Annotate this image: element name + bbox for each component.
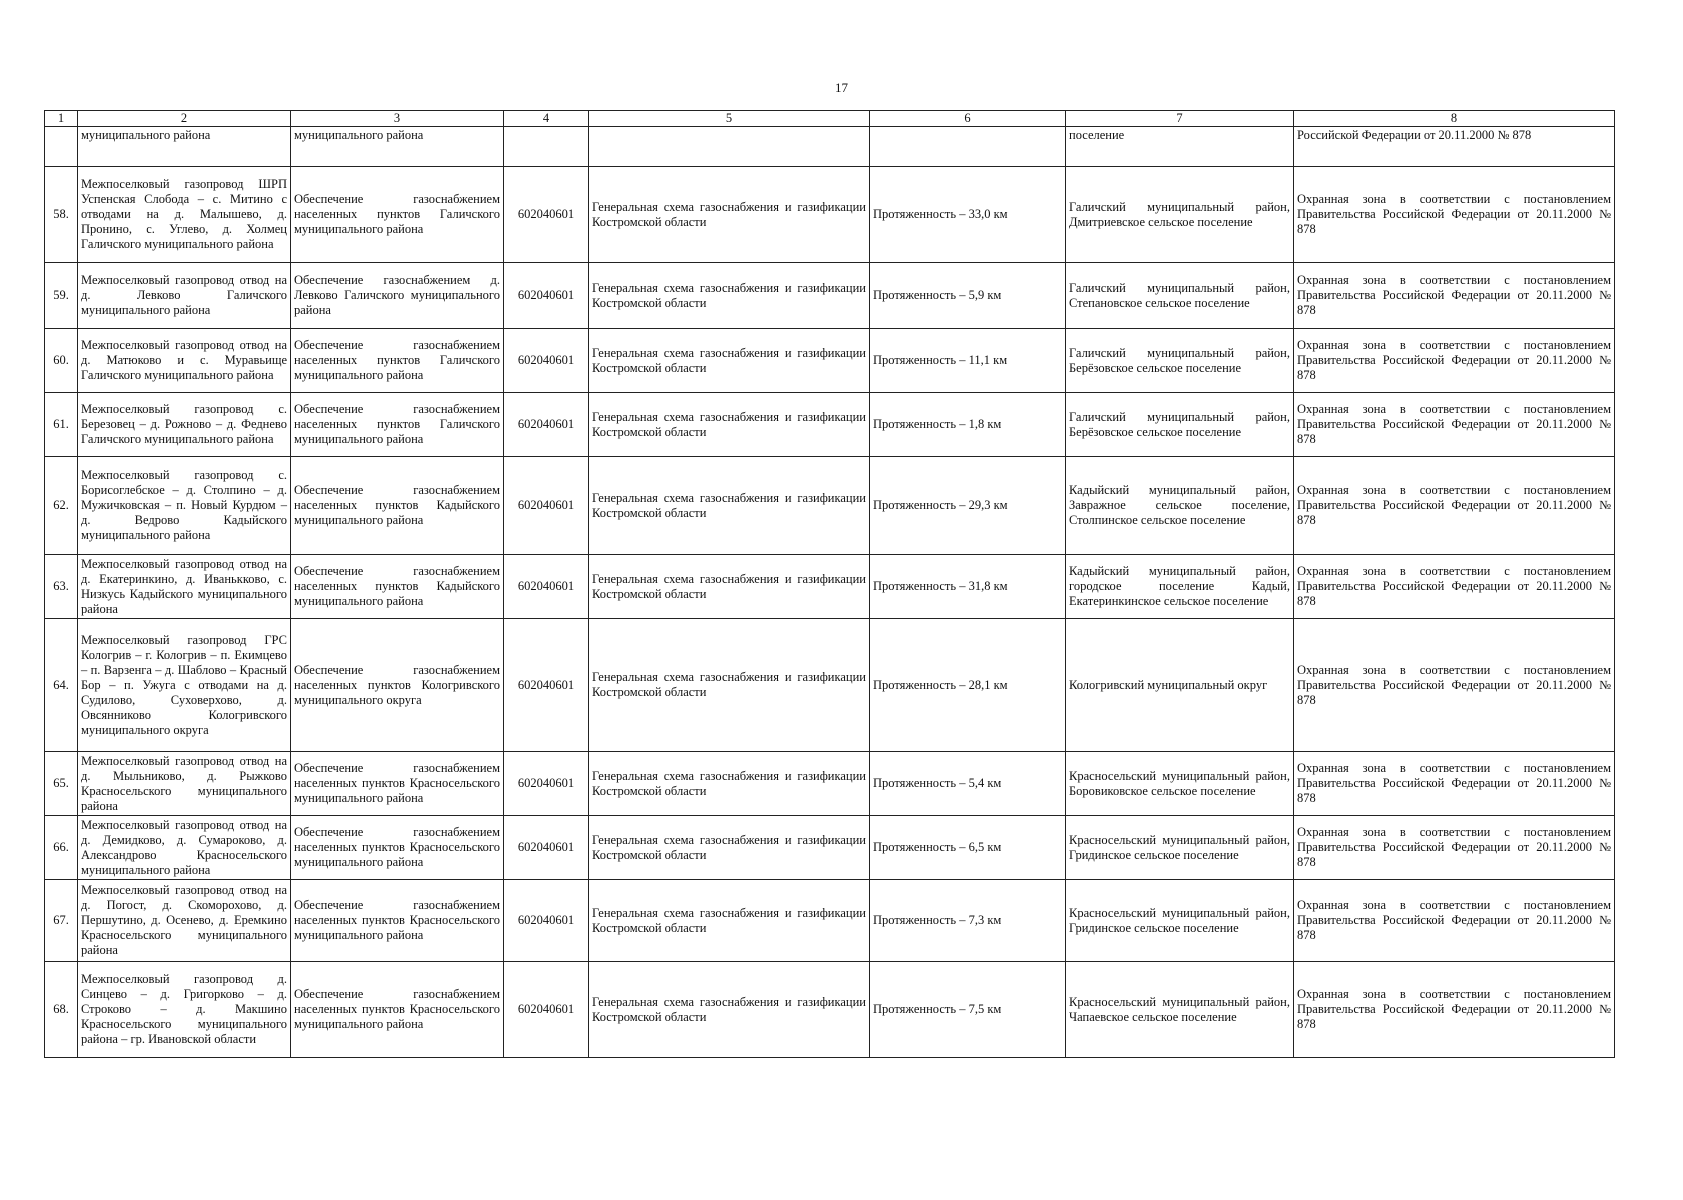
cell-purpose: Обеспечение газоснабжением населенных пунктов Галичского муниципального района [291,329,504,393]
column-header: 1 [45,111,78,127]
cell-length: Протяженность – 5,9 км [870,263,1066,329]
cell-purpose: Обеспечение газоснабжением населенных пунктов Красносельского муниципального района [291,816,504,880]
cell-basis: Генеральная схема газоснабжения и газификации Костромской области [589,619,870,752]
continuation-row [45,127,1615,167]
cell-purpose: Обеспечение газоснабжением населенных пунктов Кадыйского муниципального района [291,457,504,555]
cell-object: Межпоселковый газопровод ГРС Кологрив – г. Кологрив – п. Екимцево – п. Варзенга – д. Шаблово – Красный Бор – п. Ужуга с отводами на д. Судилово, Суховерхово, д. Овсянниково Кологривского муниципального округа [78,619,291,752]
cell-length: Протяженность – 6,5 км [870,816,1066,880]
cell-basis: Генеральная схема газоснабжения и газификации Костромской области [589,329,870,393]
cell-length: Протяженность – 5,4 км [870,752,1066,816]
cell-zone: Охранная зона в соответствии с постановлением Правительства Российской Федерации от 20.11.2000 № 878 [1294,457,1615,555]
table-row [45,457,1615,555]
cell-object: Межпоселковый газопровод отвод на д. Мыльниково, д. Рыжково Красносельского муниципального района [78,752,291,816]
cell-num: 68. [45,962,78,1058]
cell-code: 602040601 [504,880,589,962]
cell-zone: Охранная зона в соответствии с постановлением Правительства Российской Федерации от 20.11.2000 № 878 [1294,329,1615,393]
cell-zone: Охранная зона в соответствии с постановлением Правительства Российской Федерации от 20.11.2000 № 878 [1294,555,1615,619]
page-number: 17 [835,80,848,95]
cell-object: Межпоселковый газопровод отвод на д. Матюково и с. Муравьище Галичского муниципального района [78,329,291,393]
table-row [45,816,1615,880]
cell-num: 67. [45,880,78,962]
cell-length: Протяженность – 1,8 км [870,393,1066,457]
cell-num: 66. [45,816,78,880]
cell-code: 602040601 [504,619,589,752]
cell-num: 60. [45,329,78,393]
cell-location: Галичский муниципальный район, Степановское сельское поселение [1066,263,1294,329]
cell-object: Межпоселковый газопровод с. Березовец – д. Рожново – д. Феднево Галичского муниципального района [78,393,291,457]
table-row [45,880,1615,962]
header-row [45,111,1615,127]
cell-zone: Охранная зона в соответствии с постановлением Правительства Российской Федерации от 20.11.2000 № 878 [1294,962,1615,1058]
column-header: 8 [1294,111,1615,127]
cell-length: Протяженность – 31,8 км [870,555,1066,619]
cell-num: 63. [45,555,78,619]
cell-location: Галичский муниципальный район, Берёзовское сельское поселение [1066,329,1294,393]
cell-length: Протяженность – 33,0 км [870,167,1066,263]
cell-zone: Охранная зона в соответствии с постановлением Правительства Российской Федерации от 20.11.2000 № 878 [1294,880,1615,962]
table-row [45,329,1615,393]
cell-location: Красносельский муниципальный район, Гридинское сельское поселение [1066,880,1294,962]
cell-code [504,127,589,167]
cell-code: 602040601 [504,167,589,263]
cell-location: Галичский муниципальный район, Дмитриевское сельское поселение [1066,167,1294,263]
table-row [45,555,1615,619]
cell-length: Протяженность – 7,3 км [870,880,1066,962]
cell-purpose: Обеспечение газоснабжением населенных пунктов Красносельского муниципального района [291,752,504,816]
cell-basis: Генеральная схема газоснабжения и газификации Костромской области [589,816,870,880]
column-header: 3 [291,111,504,127]
cell-zone: Охранная зона в соответствии с постановлением Правительства Российской Федерации от 20.11.2000 № 878 [1294,752,1615,816]
cell-location: Галичский муниципальный район, Берёзовское сельское поселение [1066,393,1294,457]
cell-length: Протяженность – 11,1 км [870,329,1066,393]
cell-code: 602040601 [504,457,589,555]
cell-location: Кадыйский муниципальный район, городское поселение Кадый, Екатеринкинское сельское поселение [1066,555,1294,619]
cell-basis: Генеральная схема газоснабжения и газификации Костромской области [589,752,870,816]
cell-object: Межпоселковый газопровод ШРП Успенская Слобода – с. Митино с отводами на д. Малышево, д. Пронино, с. Углево, д. Холмец Галичского муниципального района [78,167,291,263]
cell-object: Межпоселковый газопровод отвод на д. Левково Галичского муниципального района [78,263,291,329]
column-header: 2 [78,111,291,127]
cell-num: 62. [45,457,78,555]
cell-purpose: Обеспечение газоснабжением д. Левково Галичского муниципального района [291,263,504,329]
cell-code: 602040601 [504,816,589,880]
cell-zone: Охранная зона в соответствии с постановлением Правительства Российской Федерации от 20.11.2000 № 878 [1294,263,1615,329]
cell-location: поселение [1066,127,1294,167]
cell-purpose: Обеспечение газоснабжением населенных пунктов Галичского муниципального района [291,167,504,263]
cell-basis [589,127,870,167]
cell-object: Межпоселковый газопровод отвод на д. Екатеринкино, д. Иванькково, с. Низкусь Кадыйского муниципального района [78,555,291,619]
table-row [45,619,1615,752]
cell-basis: Генеральная схема газоснабжения и газификации Костромской области [589,167,870,263]
cell-basis: Генеральная схема газоснабжения и газификации Костромской области [589,393,870,457]
cell-length: Протяженность – 28,1 км [870,619,1066,752]
cell-code: 602040601 [504,393,589,457]
cell-zone: Российской Федерации от 20.11.2000 № 878 [1294,127,1615,167]
cell-purpose: Обеспечение газоснабжением населенных пунктов Красносельского муниципального района [291,880,504,962]
table-row [45,752,1615,816]
cell-code: 602040601 [504,263,589,329]
cell-length: Протяженность – 7,5 км [870,962,1066,1058]
cell-basis: Генеральная схема газоснабжения и газификации Костромской области [589,555,870,619]
cell-purpose: Обеспечение газоснабжением населенных пунктов Красносельского муниципального района [291,962,504,1058]
cell-num: 61. [45,393,78,457]
cell-purpose: Обеспечение газоснабжением населенных пунктов Кадыйского муниципального района [291,555,504,619]
cell-num: 64. [45,619,78,752]
table-row [45,393,1615,457]
cell-code: 602040601 [504,555,589,619]
cell-zone: Охранная зона в соответствии с постановлением Правительства Российской Федерации от 20.11.2000 № 878 [1294,619,1615,752]
cell-code: 602040601 [504,752,589,816]
column-header: 7 [1066,111,1294,127]
cell-object: муниципального района [78,127,291,167]
cell-code: 602040601 [504,329,589,393]
cell-location: Кадыйский муниципальный район, Завражное сельское поселение, Столпинское сельское поселение [1066,457,1294,555]
cell-location: Красносельский муниципальный район, Чапаевское сельское поселение [1066,962,1294,1058]
table-row [45,167,1615,263]
cell-location: Красносельский муниципальный район, Гридинское сельское поселение [1066,816,1294,880]
column-header: 6 [870,111,1066,127]
document-table [44,110,1615,1058]
cell-code: 602040601 [504,962,589,1058]
table-row [45,962,1615,1058]
cell-purpose: муниципального района [291,127,504,167]
cell-object: Межпоселковый газопровод д. Синцево – д. Григорково – д. Строково – д. Макшино Красносельского муниципального района – гр. Ивановской области [78,962,291,1058]
cell-num [45,127,78,167]
cell-purpose: Обеспечение газоснабжением населенных пунктов Кологривского муниципального округа [291,619,504,752]
cell-location: Красносельский муниципальный район, Боровиковское сельское поселение [1066,752,1294,816]
cell-object: Межпоселковый газопровод с. Борисоглебское – д. Столпино – д. Мужичковская – п. Новый Курдюм – д. Ведрово Кадыйского муниципального района [78,457,291,555]
column-header: 4 [504,111,589,127]
cell-length: Протяженность – 29,3 км [870,457,1066,555]
cell-length [870,127,1066,167]
column-header: 5 [589,111,870,127]
cell-object: Межпоселковый газопровод отвод на д. Демидково, д. Сумароково, д. Александрово Красносельского муниципального района [78,816,291,880]
cell-location: Кологривский муниципальный округ [1066,619,1294,752]
cell-basis: Генеральная схема газоснабжения и газификации Костромской области [589,263,870,329]
cell-basis: Генеральная схема газоснабжения и газификации Костромской области [589,457,870,555]
cell-num: 58. [45,167,78,263]
cell-zone: Охранная зона в соответствии с постановлением Правительства Российской Федерации от 20.11.2000 № 878 [1294,816,1615,880]
cell-zone: Охранная зона в соответствии с постановлением Правительства Российской Федерации от 20.11.2000 № 878 [1294,393,1615,457]
cell-num: 59. [45,263,78,329]
cell-basis: Генеральная схема газоснабжения и газификации Костромской области [589,962,870,1058]
cell-object: Межпоселковый газопровод отвод на д. Погост, д. Скоморохово, д. Першутино, д. Осенево, д. Еремкино Красносельского муниципального района [78,880,291,962]
cell-basis: Генеральная схема газоснабжения и газификации Костромской области [589,880,870,962]
table-row [45,263,1615,329]
cell-purpose: Обеспечение газоснабжением населенных пунктов Галичского муниципального района [291,393,504,457]
cell-zone: Охранная зона в соответствии с постановлением Правительства Российской Федерации от 20.11.2000 № 878 [1294,167,1615,263]
cell-num: 65. [45,752,78,816]
